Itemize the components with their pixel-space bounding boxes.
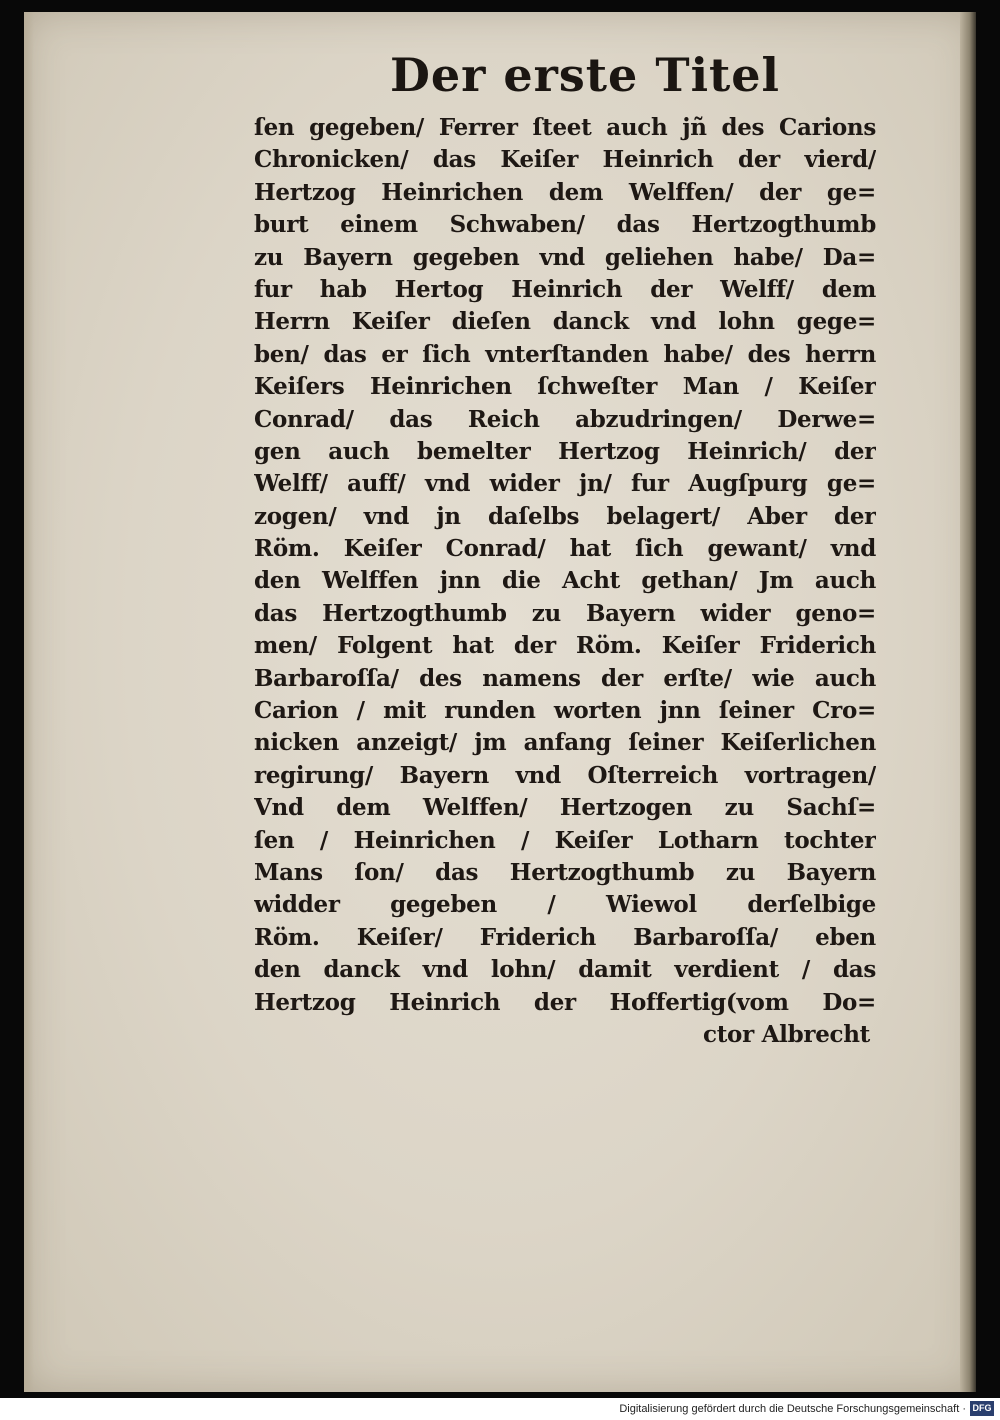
- text-line: den danck vnd lohn/ damit verdient / das: [254, 956, 876, 984]
- text-line: Welff/ auff/ vnd wider jn/ fur Augſpurg ge=: [254, 470, 876, 498]
- text-line: das Hertzogthumb zu Bayern wider geno=: [254, 599, 876, 627]
- text-line: Röm. Keiſer Conrad/ hat ſich gewant/ vnd: [254, 535, 876, 563]
- text-line: nicken anzeigt/ jm anfang ſeiner Keiſerlichen: [254, 729, 876, 757]
- text-line: ben/ das er ſich vnterſtanden habe/ des herrn: [254, 340, 876, 368]
- text-line: Vnd dem Welffen/ Hertzogen zu Sachſ=: [254, 794, 876, 822]
- text-line: gen auch bemelter Hertzog Heinrich/ der: [254, 437, 876, 465]
- running-head: Der erste Titel: [390, 48, 781, 102]
- text-line: zogen/ vnd jn daſelbs belagert/ Aber der: [254, 502, 876, 530]
- text-line: ſen / Heinrichen / Keiſer Lotharn tochter: [254, 826, 876, 854]
- text-line: Mans ſon/ das Hertzogthumb zu Bayern: [254, 858, 876, 886]
- text-line: Barbaroſſa/ des namens der erſte/ wie auch: [254, 664, 876, 692]
- text-line: ſen gegeben/ Ferrer ſteet auch jñ des Carions: [254, 114, 876, 141]
- digitization-credit: Digitalisierung gefördert durch die Deutsche Forschungsgemeinschaft ·: [619, 1403, 966, 1415]
- text-line: Conrad/ das Reich abzudringen/ Derwe=: [254, 405, 876, 433]
- page-fore-edge: [960, 12, 976, 1392]
- page-gutter-shadow: [24, 12, 34, 1392]
- text-line: widder gegeben / Wiewol derſelbige: [254, 891, 876, 919]
- text-line: burt einem Schwaben/ das Hertzogthumb: [254, 211, 876, 239]
- text-line: Carion / mit runden worten jnn ſeiner Cro=: [254, 697, 876, 725]
- text-line: Herrn Keiſer dieſen danck vnd lohn gege=: [254, 308, 876, 336]
- text-line: regirung/ Bayern vnd Oſterreich vortragen/: [254, 761, 876, 789]
- text-line: Röm. Keiſer/ Friderich Barbaroſſa/ eben: [254, 923, 876, 951]
- text-line: ctor Albrecht: [703, 1020, 870, 1048]
- text-line: fur hab Hertog Heinrich der Welff/ dem: [254, 275, 876, 303]
- text-line: Hertzog Heinrichen dem Welffen/ der ge=: [254, 178, 876, 206]
- text-line: Hertzog Heinrich der Hoffertig(vom Do=: [254, 988, 876, 1016]
- dfg-logo-icon: DFG: [970, 1401, 994, 1416]
- text-line: zu Bayern gegeben vnd geliehen habe/ Da=: [254, 243, 876, 271]
- text-line: men/ Folgent hat der Röm. Keiſer Friderich: [254, 632, 876, 660]
- footer-bar: [0, 1398, 1000, 1420]
- text-line: Chronicken/ das Keiſer Heinrich der vierd/: [254, 146, 876, 174]
- text-line: den Welffen jnn die Acht gethan/ Jm auch: [254, 567, 876, 595]
- body-text: [254, 112, 876, 1051]
- text-line: Keiſers Heinrichen ſchweſter Man / Keiſer: [254, 373, 876, 401]
